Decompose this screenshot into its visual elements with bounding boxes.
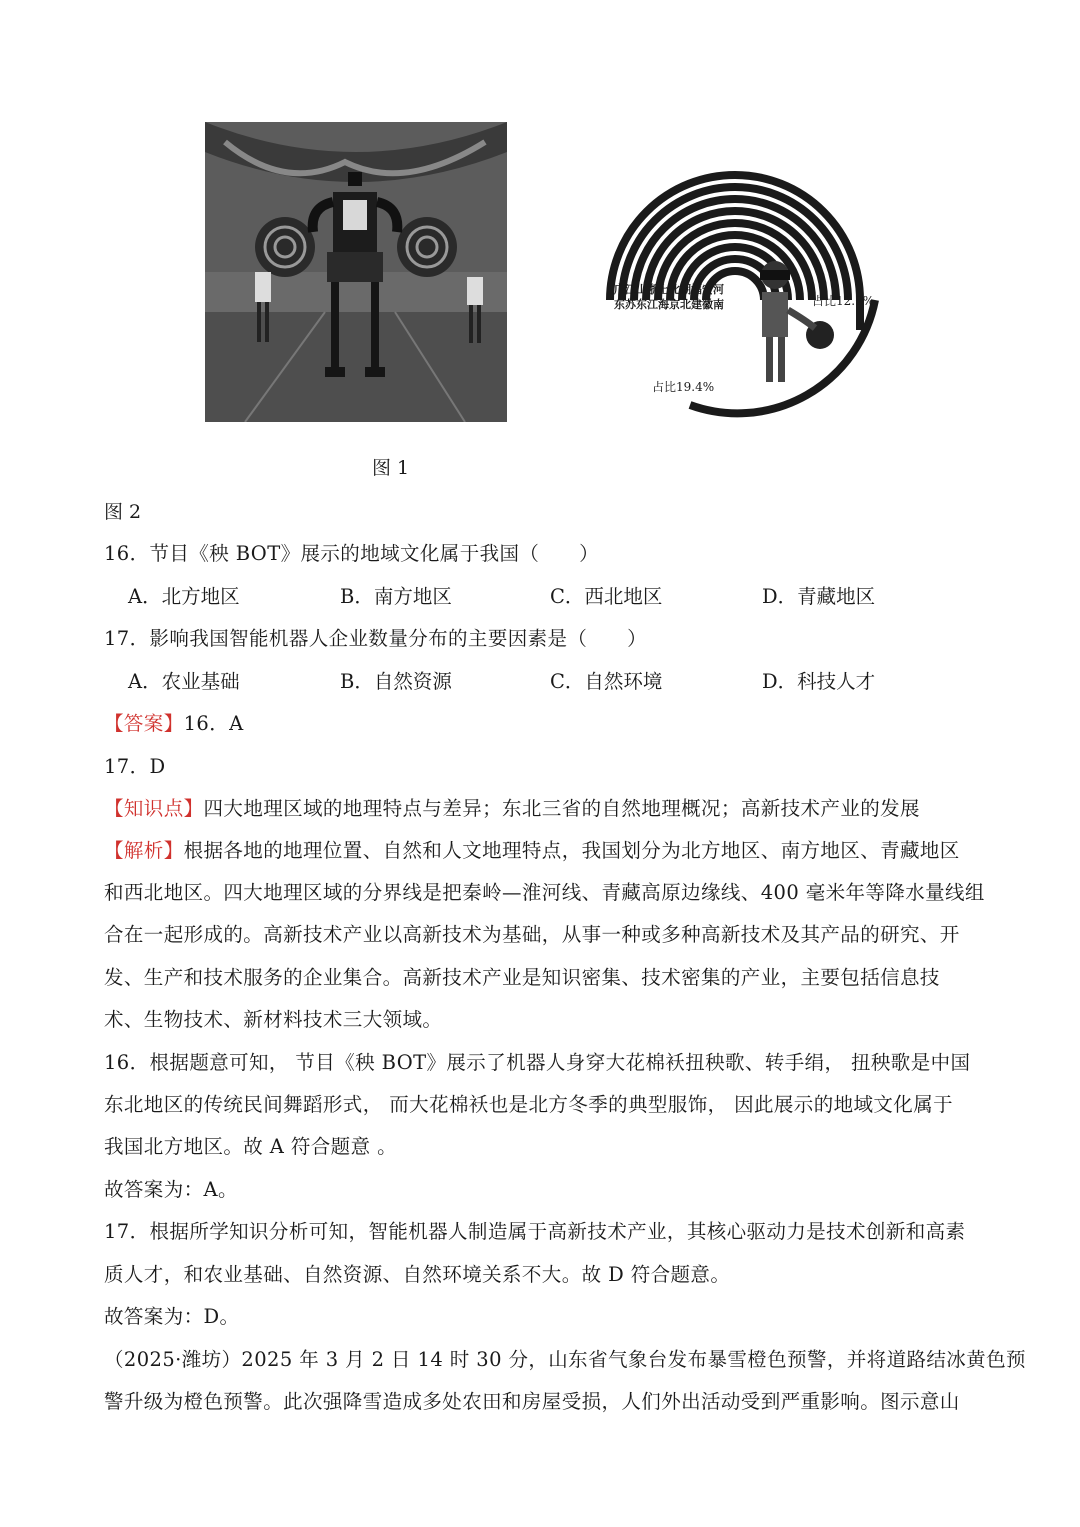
figure-2-caption: 图 2 bbox=[104, 501, 142, 523]
question-17-stem: 17．影响我国智能机器人企业数量分布的主要因素是（ ） bbox=[104, 627, 648, 650]
analysis-line: 16．根据题意可知， 节目《秧 BOT》展示了机器人身穿大花棉袄扭秧歌、转手绢， 扭秧歌是中国 bbox=[104, 1051, 971, 1074]
analysis-tag: 【解析】 bbox=[104, 839, 184, 862]
analysis-line: 术、生物技术、新材料技术三大领域。 bbox=[104, 1008, 443, 1031]
analysis-line: 合在一起形成的。高新技术产业以高新技术为基础，从事一种或多种高新技术及其产品的研究、开 bbox=[104, 923, 960, 946]
figure-2-label-share-right: 占比12.0% bbox=[812, 294, 875, 308]
knowledge-tag: 【知识点】 bbox=[104, 797, 204, 820]
analysis-line: 警升级为橙色预警。此次强降雪造成多处农田和房屋受损，人们外出活动受到严重影响。图示意山 bbox=[104, 1390, 960, 1413]
knowledge-text: 四大地理区域的地理特点与差异；东北三省的自然地理概况；高新技术产业的发展 bbox=[203, 797, 920, 820]
question-16-option-d: D．青藏地区 bbox=[762, 585, 876, 608]
analysis-line: 17．根据所学知识分析可知，智能机器人制造属于高新技术产业，其核心驱动力是技术创新和高素 bbox=[104, 1220, 966, 1243]
analysis-line: 和西北地区。四大地理区域的分界线是把秦岭—淮河线、青藏高原边缘线、400 毫米年等降水量线组 bbox=[104, 881, 985, 904]
figure-2-province-arc-graphic bbox=[590, 130, 880, 430]
analysis-line: 东北地区的传统民间舞蹈形式， 而大花棉袄也是北方冬季的典型服饰， 因此展示的地域文化属于 bbox=[104, 1093, 953, 1116]
question-16-stem: 16．节目《秧 BOT》展示的地域文化属于我国（ ） bbox=[104, 542, 599, 565]
answer-line-17: 17．D bbox=[104, 755, 166, 778]
answer-16-text: 16．A bbox=[183, 712, 244, 735]
figure-2-label-provinces-2: 东苏东江海京北建徽南 bbox=[614, 298, 724, 311]
figure-2-label-share-bottom: 占比19.4% bbox=[652, 380, 715, 394]
analysis-line: 故答案为：D。 bbox=[104, 1305, 240, 1328]
question-17-option-c: C．自然环境 bbox=[550, 670, 663, 693]
analysis-line: （2025·潍坊）2025 年 3 月 2 日 14 时 30 分，山东省气象台发布暴雪橙色预警，并将道路结冰黄色预 bbox=[104, 1348, 1026, 1371]
analysis-line: 质人才，和农业基础、自然资源、自然环境关系不大。故 D 符合题意。 bbox=[104, 1263, 731, 1286]
analysis-line: 我国北方地区。故 A 符合题意 。 bbox=[104, 1135, 397, 1158]
knowledge-point-line bbox=[104, 793, 920, 821]
question-17-option-d: D．科技人才 bbox=[762, 670, 876, 693]
answer-tag: 【答案】 bbox=[104, 712, 184, 735]
figure-1-caption: 图 1 bbox=[372, 457, 410, 479]
figure-1-robot-performance-photo bbox=[205, 122, 507, 422]
analysis-first-line bbox=[104, 835, 960, 863]
analysis-line: 发、生产和技术服务的企业集合。高新技术产业是知识密集、技术密集的产业，主要包括信息技 bbox=[104, 966, 940, 989]
figure-2-label-provinces-1: 广江山浙上北湖福安河 bbox=[614, 283, 724, 296]
answer-line-16 bbox=[104, 708, 244, 736]
analysis-line: 故答案为：A。 bbox=[104, 1178, 238, 1201]
question-16-option-a: A．北方地区 bbox=[128, 585, 240, 608]
question-17-option-b: B．自然资源 bbox=[340, 670, 452, 693]
question-16-option-b: B．南方地区 bbox=[340, 585, 452, 608]
analysis-first-text: 根据各地的地理位置、自然和人文地理特点，我国划分为北方地区、南方地区、青藏地区 bbox=[183, 839, 960, 862]
question-17-option-a: A．农业基础 bbox=[128, 670, 240, 693]
question-16-option-c: C．西北地区 bbox=[550, 585, 663, 608]
